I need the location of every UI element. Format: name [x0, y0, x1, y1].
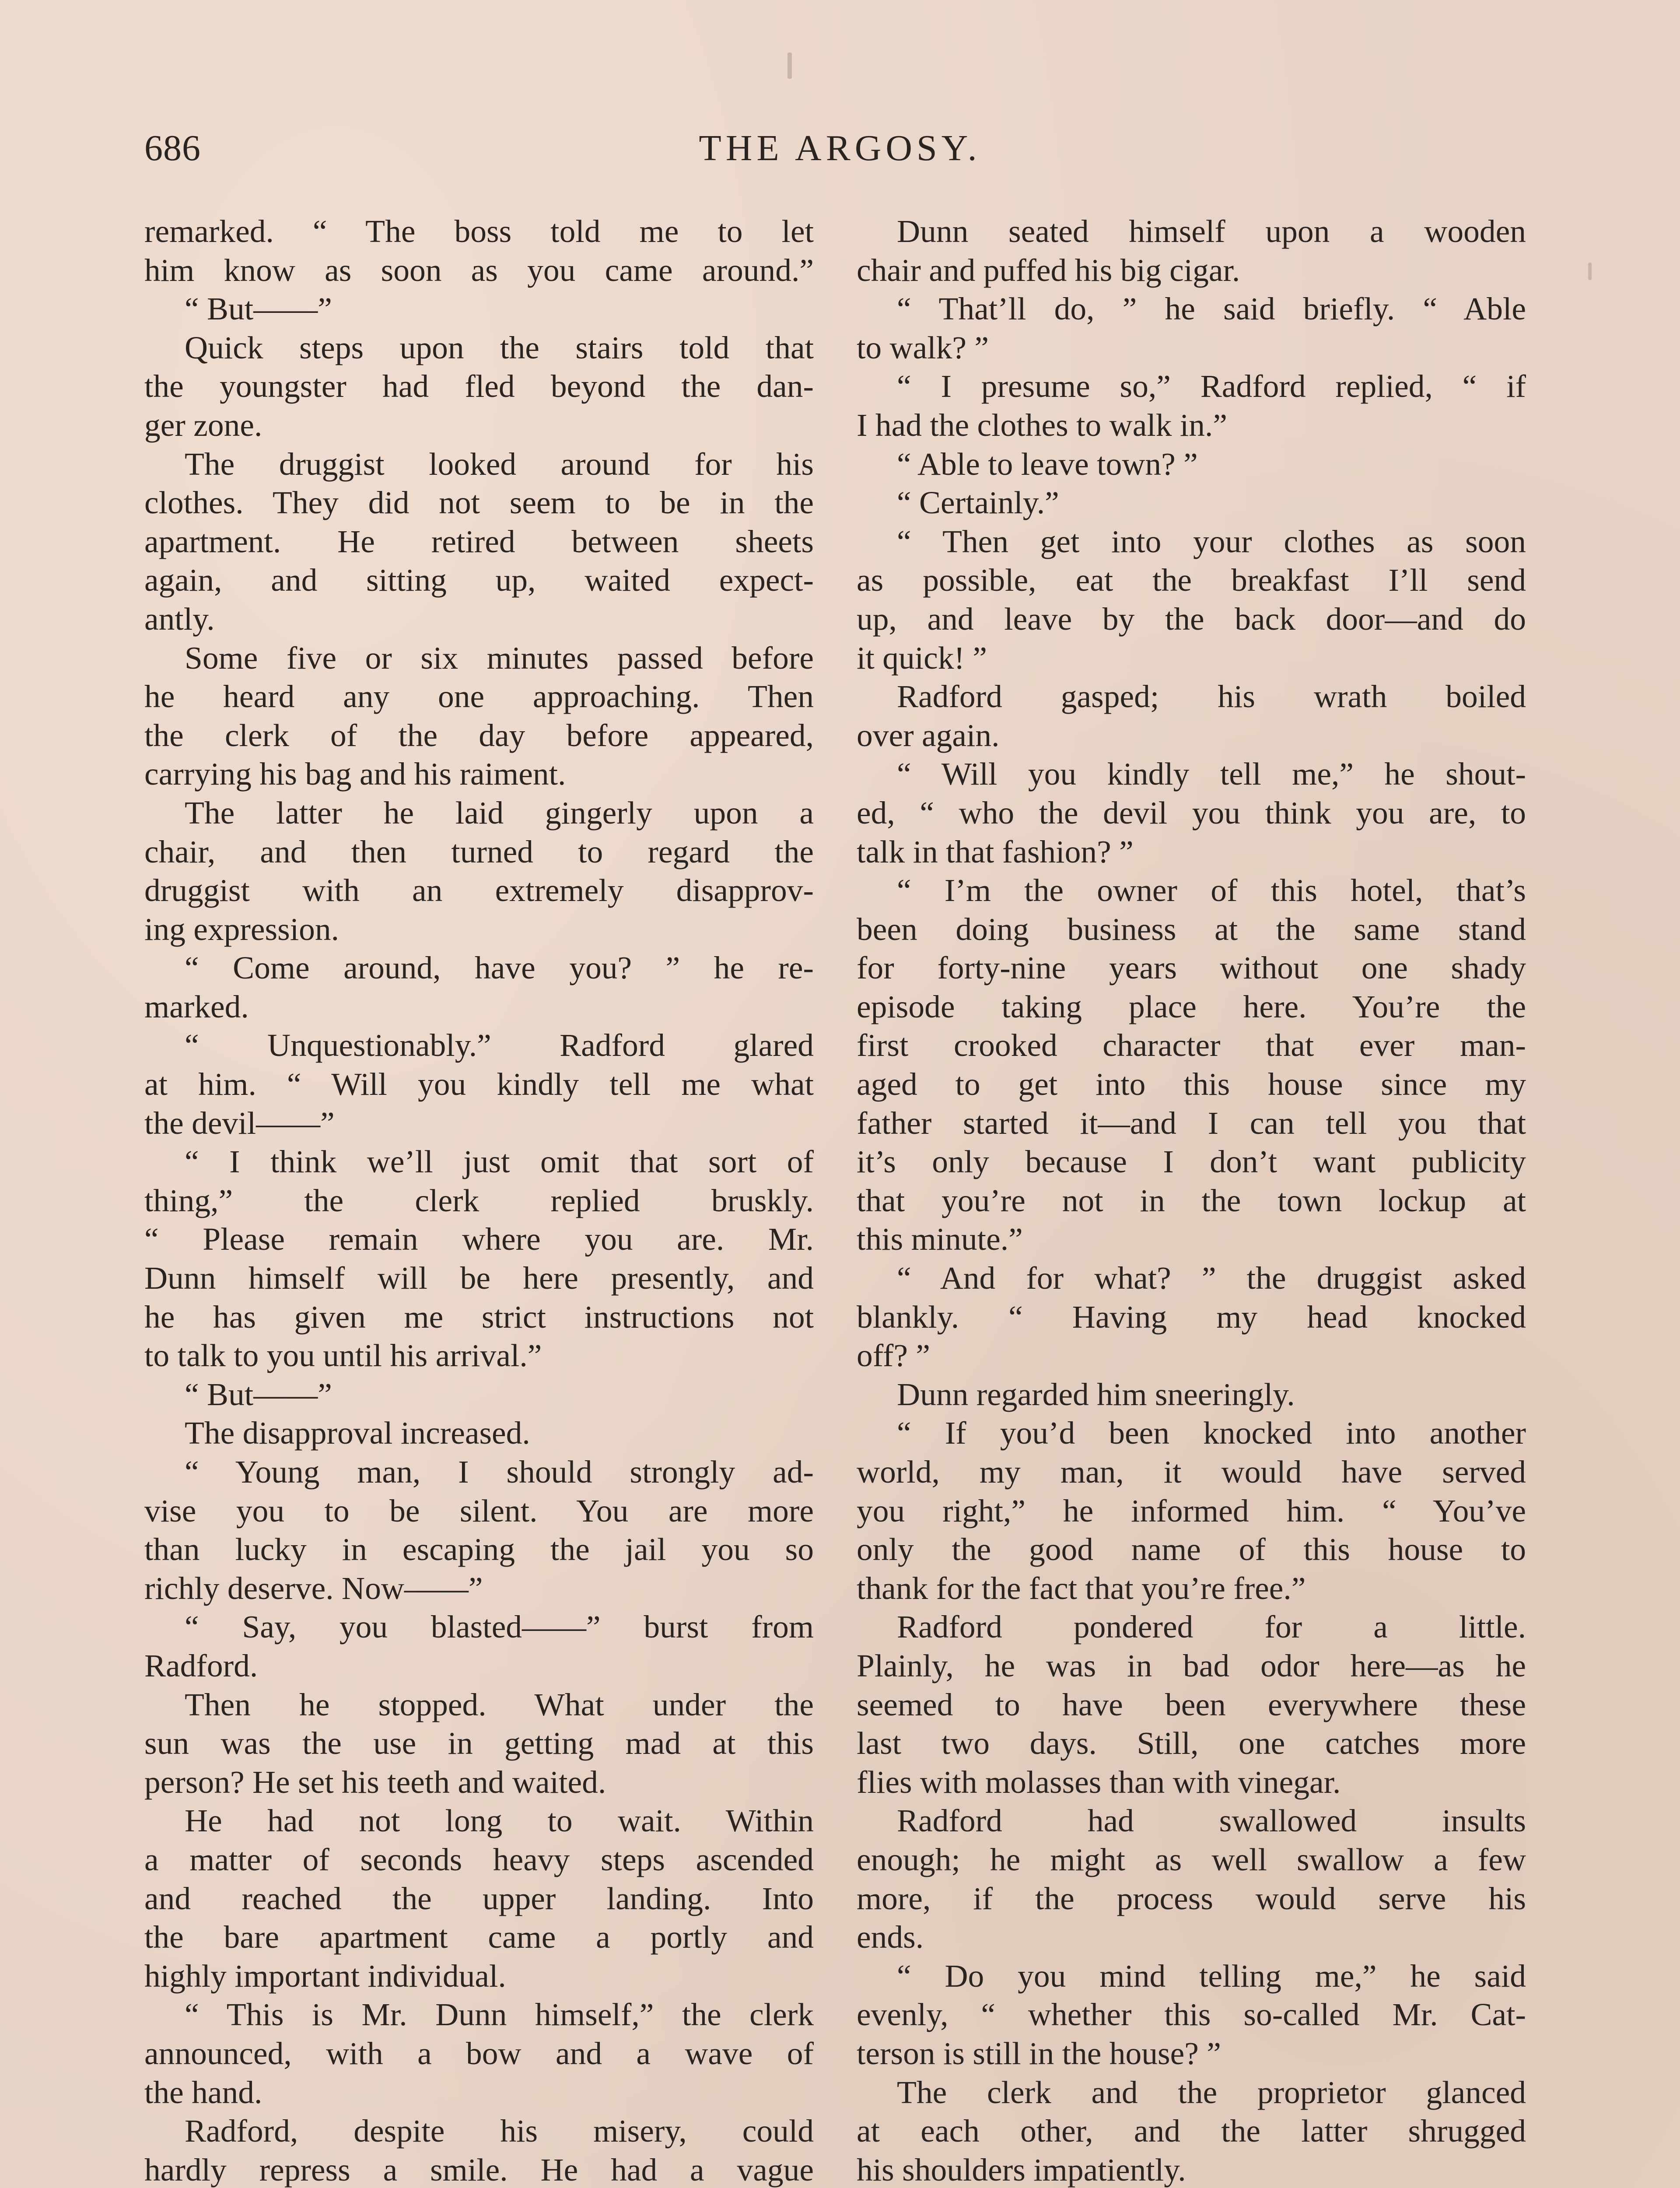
- text-line: he has given me strict instructions not: [144, 1299, 814, 1335]
- paper-blemish: [1588, 263, 1592, 280]
- text-line: first crooked character that ever man-: [857, 1027, 1526, 1063]
- text-line: “ Unquestionably.” Radford glared: [185, 1027, 814, 1063]
- text-line: “ Then get into your clothes as soon: [897, 523, 1526, 559]
- text-line: hardly repress a smile. He had a vague: [144, 2152, 814, 2188]
- text-line: to walk? ”: [857, 330, 989, 365]
- text-line: ends.: [857, 1919, 924, 1955]
- text-line: “ Please remain where you are. Mr.: [144, 1221, 814, 1257]
- text-line: “ And for what? ” the druggist asked: [897, 1260, 1526, 1296]
- text-line: “ This is Mr. Dunn himself,” the clerk: [185, 1997, 814, 2033]
- text-line: antly.: [144, 601, 215, 637]
- text-line: last two days. Still, one catches more: [857, 1725, 1526, 1761]
- text-line: “ If you’d been knocked into another: [897, 1415, 1526, 1451]
- text-line: “ Do you mind telling me,” he said: [897, 1958, 1526, 1994]
- text-line: Then he stopped. What under the: [185, 1687, 814, 1722]
- text-line: Quick steps upon the stairs told that: [185, 330, 814, 365]
- text-line: thank for the fact that you’re free.”: [857, 1570, 1306, 1606]
- text-line: evenly, “ whether this so-called Mr. Cat-: [857, 1997, 1526, 2033]
- text-line: “ Young man, I should strongly ad-: [185, 1454, 814, 1490]
- text-line: “ Certainly.”: [897, 485, 1059, 521]
- text-line: marked.: [144, 989, 249, 1024]
- left-column: [144, 212, 814, 2188]
- text-line: highly important individual.: [144, 1958, 506, 1994]
- text-line: druggist with an extremely disapprov-: [144, 873, 814, 908]
- text-line: terson is still in the house? ”: [857, 2035, 1221, 2071]
- text-line: he heard any one approaching. Then: [144, 679, 814, 715]
- text-line: sun was the use in getting mad at this: [144, 1725, 814, 1761]
- text-line: I had the clothes to walk in.”: [857, 407, 1228, 443]
- text-line: it’s only because I don’t want publicity: [857, 1144, 1526, 1180]
- text-line: clothes. They did not seem to be in the: [144, 485, 814, 521]
- text-line: Radford.: [144, 1648, 258, 1683]
- text-line: off? ”: [857, 1338, 930, 1374]
- text-line: blankly. “ Having my head knocked: [857, 1299, 1526, 1335]
- text-line: ger zone.: [144, 407, 262, 443]
- text-line: you right,” he informed him. “ You’ve: [857, 1493, 1526, 1529]
- text-line: episode taking place here. You’re the: [857, 989, 1526, 1024]
- text-line: “ Will you kindly tell me,” he shout-: [897, 756, 1526, 792]
- text-line: The latter he laid gingerly upon a: [185, 795, 814, 831]
- running-head: [144, 127, 1536, 179]
- text-line: than lucky in escaping the jail you so: [144, 1532, 814, 1567]
- right-column: [857, 212, 1526, 2188]
- text-line: only the good name of this house to: [857, 1532, 1526, 1567]
- text-line: been doing business at the same stand: [857, 911, 1526, 947]
- text-line: He had not long to wait. Within: [185, 1803, 814, 1839]
- text-line: chair, and then turned to regard the: [144, 834, 814, 870]
- text-line: The druggist looked around for his: [185, 446, 814, 482]
- text-line: the youngster had fled beyond the dan-: [144, 368, 814, 404]
- text-line: “ Say, you blasted——” burst from: [185, 1609, 814, 1645]
- text-line: Dunn himself will be here presently, and: [144, 1260, 814, 1296]
- text-line: his shoulders impatiently.: [857, 2152, 1186, 2188]
- text-line: Radford pondered for a little.: [897, 1609, 1526, 1645]
- text-line: that you’re not in the town lockup at: [857, 1182, 1526, 1218]
- text-line: at him. “ Will you kindly tell me what: [144, 1066, 814, 1102]
- text-line: up, and leave by the back door—and do: [857, 601, 1526, 637]
- text-line: “ Come around, have you? ” he re-: [185, 950, 814, 986]
- text-line: ed, “ who the devil you think you are, to: [857, 795, 1526, 831]
- text-line: as possible, eat the breakfast I’ll send: [857, 562, 1526, 598]
- text-line: “ That’ll do, ” he said briefly. “ Able: [897, 291, 1526, 327]
- text-line: “ I presume so,” Radford replied, “ if: [897, 368, 1526, 404]
- text-line: the hand.: [144, 2074, 262, 2110]
- text-line: at each other, and the latter shrugged: [857, 2113, 1526, 2149]
- text-line: a matter of seconds heavy steps ascended: [144, 1841, 814, 1877]
- text-line: Dunn seated himself upon a wooden: [897, 214, 1526, 249]
- text-line: world, my man, it would have served: [857, 1454, 1526, 1490]
- text-line: Plainly, he was in bad odor here—as he: [857, 1648, 1526, 1683]
- text-line: this minute.”: [857, 1221, 1023, 1257]
- text-line: Radford had swallowed insults: [897, 1803, 1526, 1839]
- text-line: the clerk of the day before appeared,: [144, 717, 814, 753]
- text-line: flies with molasses than with vinegar.: [857, 1764, 1341, 1800]
- text-line: The disapproval increased.: [185, 1415, 530, 1451]
- text-line: vise you to be silent. You are more: [144, 1493, 814, 1529]
- text-line: to talk to you until his arrival.”: [144, 1338, 542, 1374]
- text-line: chair and puffed his big cigar.: [857, 252, 1240, 288]
- text-line: “ I think we’ll just omit that sort of: [185, 1144, 814, 1180]
- text-line: talk in that fashion? ”: [857, 834, 1134, 870]
- text-line: Some five or six minutes passed before: [185, 640, 814, 676]
- text-line: thing,” the clerk replied bruskly.: [144, 1182, 814, 1218]
- text-line: and reached the upper landing. Into: [144, 1880, 814, 1916]
- text-line: enough; he might as well swallow a few: [857, 1841, 1526, 1877]
- text-line: again, and sitting up, waited expect-: [144, 562, 814, 598]
- text-line: father started it—and I can tell you that: [857, 1105, 1526, 1141]
- page-number: 686: [144, 128, 201, 168]
- text-line: the devil——”: [144, 1105, 335, 1141]
- text-line: the bare apartment came a portly and: [144, 1919, 814, 1955]
- text-line: The clerk and the proprietor glanced: [897, 2074, 1526, 2110]
- text-line: for forty-nine years without one shady: [857, 950, 1526, 986]
- text-line: Dunn regarded him sneeringly.: [897, 1376, 1295, 1412]
- text-line: it quick! ”: [857, 640, 987, 676]
- text-line: “ Able to leave town? ”: [897, 446, 1198, 482]
- text-line: seemed to have been everywhere these: [857, 1687, 1526, 1722]
- text-line: Radford gasped; his wrath boiled: [897, 679, 1526, 715]
- text-line: more, if the process would serve his: [857, 1880, 1526, 1916]
- text-line: over again.: [857, 717, 1000, 753]
- text-line: aged to get into this house since my: [857, 1066, 1526, 1102]
- text-line: person? He set his teeth and waited.: [144, 1764, 606, 1800]
- text-line: “ I’m the owner of this hotel, that’s: [897, 873, 1526, 908]
- text-line: carrying his bag and his raiment.: [144, 756, 566, 792]
- text-line: “ But——”: [185, 291, 332, 327]
- text-line: apartment. He retired between sheets: [144, 523, 814, 559]
- text-line: remarked. “ The boss told me to let: [144, 214, 814, 249]
- paper-blemish: [788, 53, 792, 79]
- text-line: “ But——”: [185, 1376, 332, 1412]
- text-line: Radford, despite his misery, could: [185, 2113, 814, 2149]
- magazine-title: THE ARGOSY.: [699, 128, 981, 168]
- text-line: richly deserve. Now——”: [144, 1570, 483, 1606]
- text-line: him know as soon as you came around.”: [144, 252, 814, 288]
- text-line: announced, with a bow and a wave of: [144, 2035, 814, 2071]
- text-line: ing expression.: [144, 911, 340, 947]
